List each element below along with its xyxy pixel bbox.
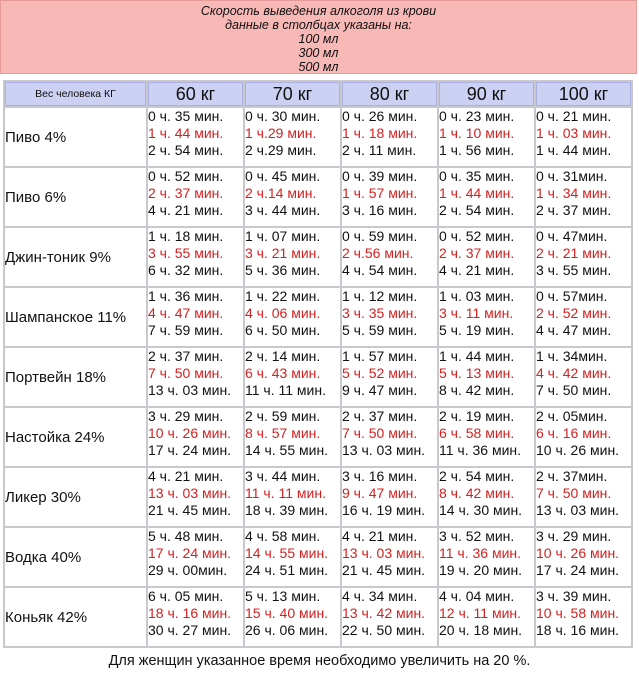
title-line-5: 500 мл	[298, 60, 339, 74]
time-cell	[245, 528, 340, 586]
table-row	[5, 108, 631, 166]
time-cell	[536, 108, 631, 166]
time-100ml: 0 ч. 26 мин.	[342, 108, 418, 124]
time-500ml: 19 ч. 20 мин.	[439, 562, 523, 578]
time-100ml: 0 ч. 45 мин.	[245, 168, 321, 184]
column-header-80: 80 кг	[342, 82, 437, 106]
time-cell	[245, 288, 340, 346]
time-cell	[148, 108, 243, 166]
time-500ml: 4 ч. 54 мин.	[342, 262, 418, 278]
time-cell	[439, 408, 534, 466]
time-300ml: 1 ч. 10 мин.	[439, 125, 515, 141]
time-500ml: 4 ч. 21 мин.	[439, 262, 515, 278]
time-100ml: 2 ч. 37мин.	[536, 468, 608, 484]
time-cell	[148, 348, 243, 406]
time-500ml: 5 ч. 59 мин.	[342, 322, 418, 338]
time-cell	[342, 588, 437, 646]
time-500ml: 18 ч. 39 мин.	[245, 502, 329, 518]
time-300ml: 8 ч. 42 мин.	[439, 485, 515, 501]
time-500ml: 11 ч. 11 мин.	[245, 382, 326, 398]
time-500ml: 3 ч. 55 мин.	[536, 262, 612, 278]
time-300ml: 6 ч. 43 мин.	[245, 365, 321, 381]
time-300ml: 9 ч. 47 мин.	[342, 485, 418, 501]
time-cell	[245, 408, 340, 466]
time-300ml: 2 ч. 37 мин.	[148, 185, 224, 201]
time-cell	[439, 168, 534, 226]
time-100ml: 3 ч. 44 мин.	[245, 468, 321, 484]
time-100ml: 0 ч. 30 мин.	[245, 108, 321, 124]
time-cell	[536, 468, 631, 526]
time-100ml: 1 ч. 12 мин.	[342, 288, 418, 304]
time-300ml: 11 ч. 36 мин.	[439, 545, 522, 561]
time-300ml: 2 ч.14 мин.	[245, 185, 317, 201]
table-row	[5, 588, 631, 646]
time-cell	[245, 468, 340, 526]
time-300ml: 6 ч. 16 мин.	[536, 425, 612, 441]
table-body	[5, 108, 631, 646]
time-300ml: 7 ч. 50 мин.	[148, 365, 224, 381]
time-500ml: 13 ч. 03 мин.	[536, 502, 620, 518]
time-100ml: 3 ч. 29 мин.	[536, 528, 612, 544]
time-cell	[342, 468, 437, 526]
time-100ml: 5 ч. 13 мин.	[245, 588, 321, 604]
time-100ml: 4 ч. 21 мин.	[342, 528, 418, 544]
time-300ml: 17 ч. 24 мин.	[148, 545, 232, 561]
drink-name: Портвейн 18%	[5, 348, 146, 406]
drink-name: Пиво 6%	[5, 168, 146, 226]
time-cell	[439, 528, 534, 586]
time-100ml: 2 ч. 54 мин.	[439, 468, 515, 484]
time-cell	[439, 348, 534, 406]
time-300ml: 2 ч. 52 мин.	[536, 305, 612, 321]
time-300ml: 1 ч.29 мин.	[245, 125, 317, 141]
time-300ml: 3 ч. 11 мин.	[439, 305, 514, 321]
time-cell	[342, 288, 437, 346]
time-cell	[439, 468, 534, 526]
time-500ml: 10 ч. 26 мин.	[536, 442, 620, 458]
time-100ml: 0 ч. 21 мин.	[536, 108, 612, 124]
column-header-60: 60 кг	[148, 82, 243, 106]
time-300ml: 3 ч. 21 мин.	[245, 245, 321, 261]
table-row	[5, 468, 631, 526]
time-cell	[148, 528, 243, 586]
time-300ml: 2 ч.56 мин.	[342, 245, 414, 261]
time-500ml: 2 ч.29 мин.	[245, 142, 317, 158]
time-300ml: 15 ч. 40 мин.	[245, 605, 329, 621]
time-300ml: 10 ч. 26 мин.	[148, 425, 232, 441]
time-500ml: 24 ч. 51 мин.	[245, 562, 329, 578]
time-cell	[439, 108, 534, 166]
time-100ml: 4 ч. 21 мин.	[148, 468, 224, 484]
time-100ml: 0 ч. 31мин.	[536, 168, 608, 184]
time-500ml: 21 ч. 45 мин.	[148, 502, 232, 518]
column-header-100: 100 кг	[536, 82, 631, 106]
time-cell	[439, 288, 534, 346]
alcohol-table	[3, 80, 633, 648]
time-500ml: 20 ч. 18 мин.	[439, 622, 523, 638]
time-cell	[245, 168, 340, 226]
time-300ml: 1 ч. 44 мин.	[439, 185, 515, 201]
time-300ml: 18 ч. 16 мин.	[148, 605, 232, 621]
time-100ml: 1 ч. 57 мин.	[342, 348, 418, 364]
time-100ml: 1 ч. 18 мин.	[148, 228, 224, 244]
drink-name: Джин-тоник 9%	[5, 228, 146, 286]
drink-name: Водка 40%	[5, 528, 146, 586]
time-cell	[245, 588, 340, 646]
time-500ml: 3 ч. 16 мин.	[342, 202, 418, 218]
time-500ml: 2 ч. 37 мин.	[536, 202, 612, 218]
footnote: Для женщин указанное время необходимо увеличить на 20 %.	[108, 653, 531, 669]
time-300ml: 1 ч. 03 мин.	[536, 125, 612, 141]
time-cell	[148, 468, 243, 526]
time-cell	[342, 348, 437, 406]
time-100ml: 4 ч. 04 мин.	[439, 588, 515, 604]
time-300ml: 13 ч. 42 мин.	[342, 605, 426, 621]
table-row	[5, 348, 631, 406]
title-line-2: данные в столбцах указаны на:	[225, 18, 412, 32]
corner-header: Вес человека КГ	[5, 82, 146, 106]
time-500ml: 13 ч. 03 мин.	[148, 382, 232, 398]
column-header-90: 90 кг	[439, 82, 534, 106]
time-500ml: 8 ч. 42 мин.	[439, 382, 515, 398]
time-100ml: 2 ч. 37 мин.	[148, 348, 224, 364]
time-500ml: 14 ч. 55 мин.	[245, 442, 329, 458]
time-cell	[245, 108, 340, 166]
table-row	[5, 228, 631, 286]
time-100ml: 1 ч. 36 мин.	[148, 288, 224, 304]
time-500ml: 6 ч. 50 мин.	[245, 322, 321, 338]
time-100ml: 0 ч. 47мин.	[536, 228, 608, 244]
time-500ml: 4 ч. 21 мин.	[148, 202, 224, 218]
title-banner	[0, 0, 637, 74]
table-row	[5, 528, 631, 586]
time-cell	[148, 588, 243, 646]
drink-name: Пиво 4%	[5, 108, 146, 166]
table-row	[5, 288, 631, 346]
time-cell	[536, 348, 631, 406]
time-100ml: 0 ч. 52 мин.	[439, 228, 515, 244]
time-100ml: 3 ч. 16 мин.	[342, 468, 418, 484]
time-500ml: 5 ч. 36 мин.	[245, 262, 321, 278]
time-100ml: 0 ч. 39 мин.	[342, 168, 418, 184]
table-row	[5, 168, 631, 226]
time-300ml: 1 ч. 18 мин.	[342, 125, 418, 141]
time-100ml: 2 ч. 59 мин.	[245, 408, 321, 424]
time-cell	[148, 288, 243, 346]
time-100ml: 4 ч. 34 мин.	[342, 588, 418, 604]
time-300ml: 1 ч. 57 мин.	[342, 185, 418, 201]
time-300ml: 13 ч. 03 мин.	[342, 545, 426, 561]
time-500ml: 5 ч. 19 мин.	[439, 322, 515, 338]
time-300ml: 2 ч. 37 мин.	[439, 245, 515, 261]
time-500ml: 2 ч. 54 мин.	[439, 202, 515, 218]
time-cell	[439, 228, 534, 286]
time-300ml: 4 ч. 06 мин.	[245, 305, 321, 321]
time-100ml: 0 ч. 52 мин.	[148, 168, 224, 184]
time-cell	[342, 408, 437, 466]
time-500ml: 13 ч. 03 мин.	[342, 442, 426, 458]
time-100ml: 0 ч. 35 мин.	[439, 168, 515, 184]
time-cell	[536, 228, 631, 286]
time-500ml: 17 ч. 24 мин.	[536, 562, 620, 578]
time-cell	[148, 168, 243, 226]
table-row	[5, 408, 631, 466]
time-500ml: 16 ч. 19 мин.	[342, 502, 426, 518]
time-100ml: 0 ч. 35 мин.	[148, 108, 224, 124]
time-300ml: 7 ч. 50 мин.	[342, 425, 418, 441]
time-300ml: 6 ч. 58 мин.	[439, 425, 515, 441]
time-cell	[536, 528, 631, 586]
time-100ml: 3 ч. 52 мин.	[439, 528, 515, 544]
time-500ml: 14 ч. 30 мин.	[439, 502, 523, 518]
time-500ml: 3 ч. 44 мин.	[245, 202, 321, 218]
time-100ml: 0 ч. 59 мин.	[342, 228, 418, 244]
time-300ml: 8 ч. 57 мин.	[245, 425, 321, 441]
time-300ml: 1 ч. 34 мин.	[536, 185, 612, 201]
time-300ml: 12 ч. 11 мин.	[439, 605, 522, 621]
title-line-1: Скорость выведения алкоголя из крови	[200, 4, 437, 18]
time-100ml: 1 ч. 22 мин.	[245, 288, 321, 304]
time-500ml: 11 ч. 36 мин.	[439, 442, 522, 458]
time-500ml: 30 ч. 27 мин.	[148, 622, 232, 638]
time-cell	[342, 168, 437, 226]
time-100ml: 3 ч. 39 мин.	[536, 588, 612, 604]
time-300ml: 5 ч. 52 мин.	[342, 365, 418, 381]
time-500ml: 2 ч. 11 мин.	[342, 142, 417, 158]
time-100ml: 0 ч. 57мин.	[536, 288, 608, 304]
time-300ml: 14 ч. 55 мин.	[245, 545, 329, 561]
time-500ml: 7 ч. 50 мин.	[536, 382, 612, 398]
time-cell	[342, 528, 437, 586]
drink-name: Ликер 30%	[5, 468, 146, 526]
time-300ml: 3 ч. 35 мин.	[342, 305, 418, 321]
time-100ml: 1 ч. 07 мин.	[245, 228, 321, 244]
time-cell	[148, 228, 243, 286]
time-500ml: 9 ч. 47 мин.	[342, 382, 418, 398]
time-500ml: 1 ч. 44 мин.	[536, 142, 612, 158]
time-100ml: 2 ч. 05мин.	[536, 408, 608, 424]
time-300ml: 10 ч. 26 мин.	[536, 545, 620, 561]
time-cell	[536, 588, 631, 646]
time-300ml: 11 ч. 11 мин.	[245, 485, 326, 501]
drink-name: Коньяк 42%	[5, 588, 146, 646]
time-100ml: 5 ч. 48 мин.	[148, 528, 224, 544]
time-100ml: 0 ч. 23 мин.	[439, 108, 515, 124]
time-cell	[245, 348, 340, 406]
drink-name: Шампанское 11%	[5, 288, 146, 346]
time-100ml: 1 ч. 34мин.	[536, 348, 608, 364]
time-500ml: 2 ч. 54 мин.	[148, 142, 224, 158]
time-500ml: 18 ч. 16 мин.	[536, 622, 620, 638]
time-100ml: 6 ч. 05 мин.	[148, 588, 224, 604]
time-300ml: 5 ч. 13 мин.	[439, 365, 515, 381]
title-line-4: 300 мл	[298, 46, 339, 60]
time-cell	[342, 228, 437, 286]
time-100ml: 2 ч. 19 мин.	[439, 408, 515, 424]
time-500ml: 22 ч. 50 мин.	[342, 622, 426, 638]
title-line-3: 100 мл	[298, 32, 339, 46]
time-100ml: 4 ч. 58 мин.	[245, 528, 321, 544]
time-500ml: 26 ч. 06 мин.	[245, 622, 329, 638]
time-cell	[342, 108, 437, 166]
time-cell	[536, 168, 631, 226]
time-100ml: 3 ч. 29 мин.	[148, 408, 224, 424]
time-300ml: 3 ч. 55 мин.	[148, 245, 224, 261]
time-cell	[245, 228, 340, 286]
time-300ml: 13 ч. 03 мин.	[148, 485, 232, 501]
column-header-70: 70 кг	[245, 82, 340, 106]
time-300ml: 7 ч. 50 мин.	[536, 485, 612, 501]
time-500ml: 17 ч. 24 мин.	[148, 442, 232, 458]
time-300ml: 2 ч. 21 мин.	[536, 245, 612, 261]
time-100ml: 2 ч. 14 мин.	[245, 348, 321, 364]
time-500ml: 21 ч. 45 мин.	[342, 562, 426, 578]
time-500ml: 4 ч. 47 мин.	[536, 322, 612, 338]
time-300ml: 10 ч. 58 мин.	[536, 605, 620, 621]
time-cell	[148, 408, 243, 466]
drink-name: Настойка 24%	[5, 408, 146, 466]
time-100ml: 1 ч. 03 мин.	[439, 288, 515, 304]
time-cell	[536, 408, 631, 466]
header-row	[5, 82, 631, 106]
time-cell	[439, 588, 534, 646]
time-100ml: 1 ч. 44 мин.	[439, 348, 515, 364]
time-300ml: 1 ч. 44 мин.	[148, 125, 224, 141]
time-cell	[536, 288, 631, 346]
time-500ml: 6 ч. 32 мин.	[148, 262, 224, 278]
time-300ml: 4 ч. 42 мин.	[536, 365, 612, 381]
time-500ml: 7 ч. 59 мин.	[148, 322, 224, 338]
time-300ml: 4 ч. 47 мин.	[148, 305, 224, 321]
time-500ml: 1 ч. 56 мин.	[439, 142, 515, 158]
time-500ml: 29 ч. 00мин.	[148, 562, 228, 578]
time-100ml: 2 ч. 37 мин.	[342, 408, 418, 424]
